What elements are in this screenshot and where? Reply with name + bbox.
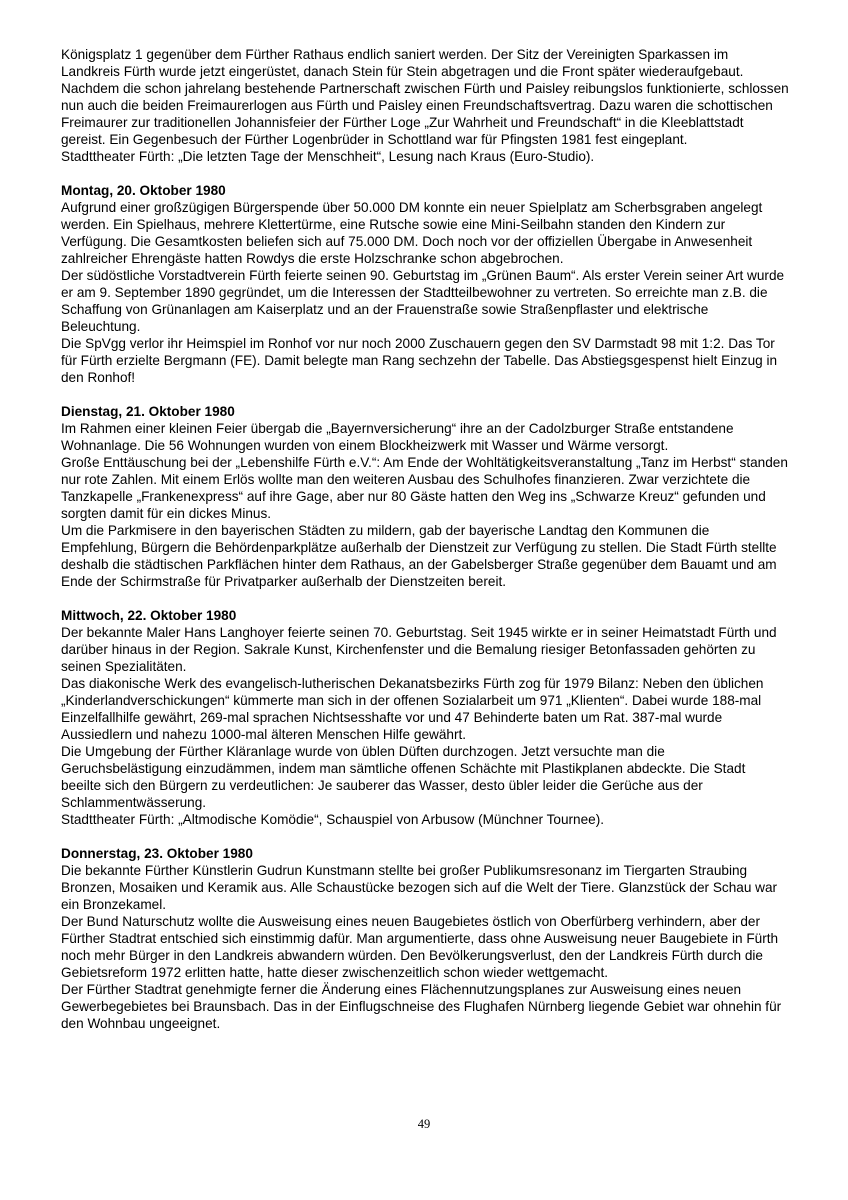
section-paragraph: Die Umgebung der Fürther Kläranlage wurde von üblen Düften durchzogen. Jetzt versuchte man die Geruchsbelästigung einzudämmen, indem man sämtliche offenen Schächte mit Plastikplanen abdeckte. Die Stadt beeilte sich den Bürgern zu verdeutlichen: Je sauberer das Wasser, desto übler leider die Gerüche aus der Schlammentwässerung. <box>61 744 746 810</box>
intro-paragraph: Stadttheater Fürth: „Die letzten Tage der Menschheit“, Lesung nach Kraus (Euro-Studio). <box>61 149 595 164</box>
section-paragraph: Der südöstliche Vorstadtverein Fürth feierte seinen 90. Geburtstag im „Grünen Baum“. Als erster Verein seiner Art wurde er am 9. September 1890 gegründet, um die Interessen der Stadtteilbewohner zu vertreten. So erreichte man z.B. die Schaffung von Grünanlagen am Kaiserplatz und an der Frauenstraße sowie Straßenpflaster und elektrische Beleuchtung. <box>61 268 785 334</box>
intro-paragraph: Königsplatz 1 gegenüber dem Fürther Rathaus endlich saniert werden. Der Sitz der Vereinigten Sparkassen im Landkreis Fürth wurde jetzt eingerüstet, danach Stein für Stein abgetragen und die Front später wiederaufgebaut. <box>61 47 744 79</box>
section-paragraph: Die bekannte Fürther Künstlerin Gudrun Kunstmann stellte bei großer Publikumsresonanz im Tiergarten Straubing Bronzen, Mosaiken und Keramik aus. Alle Schaustücke bezogen sich auf die Welt der Tiere. Glanzstück der Schau war ein Bronzekamel. <box>61 863 778 912</box>
intro-block <box>61 46 789 165</box>
section-paragraph: Aufgrund einer großzügigen Bürgerspende über 50.000 DM konnte ein neuer Spielplatz am Scherbsgraben angelegt werden. Ein Spielhaus, mehrere Klettertürme, eine Rutsche sowie eine Mini-Seilbahn standen den Kindern zur Verfügung. Die Gesamtkosten beliefen sich auf 75.000 DM. Doch noch vor der offiziellen Übergabe in Anwesenheit zahlreicher Ehrengäste hatten Rowdys die erste Holzschranke schon abgebrochen. <box>61 200 763 266</box>
section-tuesday <box>61 403 789 590</box>
section-paragraph: Große Enttäuschung bei der „Lebenshilfe Fürth e.V.“: Am Ende der Wohltätigkeitsveranstaltung „Tanz im Herbst“ standen nur rote Zahlen. Mit einem Erlös wollte man den weiteren Ausbau des Schulhofes finanzieren. Zwar verzichtete die Tanzkapelle „Frankenexpress“ auf ihre Gage, aber nur 80 Gäste hatten den Weg ins „Schwarze Kreuz“ gefunden und sorgten damit für ein dickes Minus. <box>61 455 788 521</box>
section-wednesday <box>61 607 789 828</box>
section-paragraph: Um die Parkmisere in den bayerischen Städten zu mildern, gab der bayerische Landtag den Kommunen die Empfehlung, Bürgern die Behördenparkplätze außerhalb der Dienstzeit zur Verfügung zu stellen. Die Stadt Fürth stellte deshalb die städtischen Parkflächen hinter dem Rathaus, an der Gabelsberger Straße gegenüber dem Bauamt und am Ende der Schirmstraße für Privatparker außerhalb der Dienstzeiten bereit. <box>61 523 777 589</box>
section-paragraph: Das diakonische Werk des evangelisch-lutherischen Dekanatsbezirks Fürth zog für 1979 Bilanz: Neben den üblichen „Kinderlandverschickungen“ kümmerte man sich in der offenen Sozialarbeit um 971 „Klienten“. Dabei wurde 188-mal Einzelfallhilfe gewährt, 269-mal sprachen Nichtsesshafte vor und 47 Behinderte baten um Rat. 387-mal wurde Aussiedlern und nahezu 1000-mal älteren Menschen Hilfe gewährt. <box>61 676 764 742</box>
page-number: 49 <box>417 1117 431 1131</box>
section-heading: Dienstag, 21. Oktober 1980 <box>61 404 235 419</box>
intro-paragraph: Nachdem die schon jahrelang bestehende Partnerschaft zwischen Fürth und Paisley reibungslos funktionierte, schlossen nun auch die beiden Freimaurerlogen aus Fürth und Paisley einen Freundschaftsvertrag. Dazu waren die schottischen Freimaurer zur traditionellen Johannisfeier der Fürther Loge „Zur Wahrheit und Freundschaft“ in die Kleeblattstadt gereist. Ein Gegenbesuch der Fürther Logenbrüder in Schottland war für Pfingsten 1981 fest eingeplant. <box>61 81 789 147</box>
section-paragraph: Der bekannte Maler Hans Langhoyer feierte seinen 70. Geburtstag. Seit 1945 wirkte er in seiner Heimatstadt Fürth und darüber hinaus in der Region. Sakrale Kunst, Kirchenfenster und die Bemalung riesiger Betonfassaden gehörten zu seinen Spezialitäten. <box>61 625 777 674</box>
section-paragraph: Stadttheater Fürth: „Altmodische Komödie“, Schauspiel von Arbusow (Münchner Tournee). <box>61 812 605 827</box>
section-paragraph: Der Bund Naturschutz wollte die Ausweisung eines neuen Baugebietes östlich von Oberfürberg verhindern, aber der Fürther Stadtrat entschied sich einstimmig dafür. Man argumentierte, dass ohne Ausweisung neuer Baugebiete in Fürth noch mehr Bürger in den Landkreis abwandern würden. Den Bevölkerungsverlust, den der Landkreis Fürth durch die Gebietsreform 1972 erlitten hatte, hatte dieser zwischenzeitlich schon wieder wettgemacht. <box>61 914 779 980</box>
section-heading: Mittwoch, 22. Oktober 1980 <box>61 608 237 623</box>
document-body <box>61 46 789 1032</box>
section-heading: Donnerstag, 23. Oktober 1980 <box>61 846 253 861</box>
section-paragraph: Der Fürther Stadtrat genehmigte ferner die Änderung eines Flächennutzungsplanes zur Ausweisung eines neuen Gewerbegebietes bei Braunsbach. Das in der Einflugschneise des Flughafen Nürnberg liegende Gebiet war ohnehin für den Wohnbau ungeeignet. <box>61 982 782 1031</box>
section-monday <box>61 182 789 386</box>
section-paragraph: Im Rahmen einer kleinen Feier übergab die „Bayernversicherung“ ihre an der Cadolzburger Straße entstandene Wohnanlage. Die 56 Wohnungen wurden von einem Blockheizwerk mit Wasser und Wärme versorgt. <box>61 421 734 453</box>
section-paragraph: Die SpVgg verlor ihr Heimspiel im Ronhof vor nur noch 2000 Zuschauern gegen den SV Darmstadt 98 mit 1:2. Das Tor für Fürth erzielte Bergmann (FE). Damit belegte man Rang sechzehn der Tabelle. Das Abstiegsgespenst hielt Einzug in den Ronhof! <box>61 336 778 385</box>
section-thursday <box>61 845 789 1032</box>
section-heading: Montag, 20. Oktober 1980 <box>61 183 226 198</box>
